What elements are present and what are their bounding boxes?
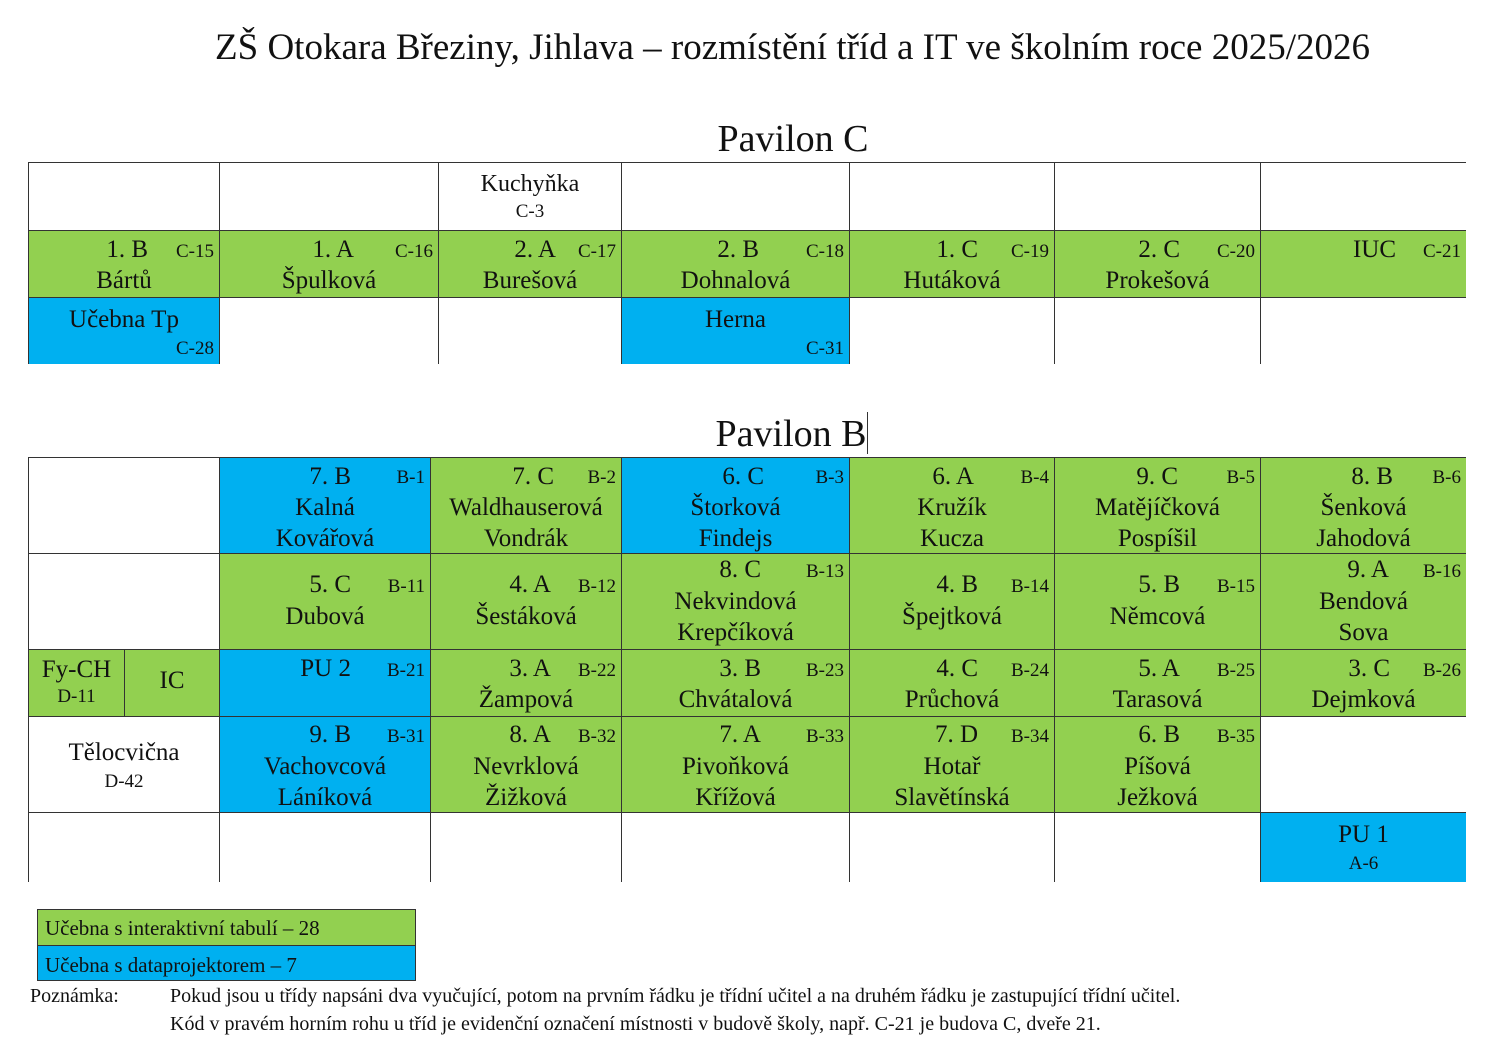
room-code: D-42	[104, 771, 144, 792]
room-empty	[1261, 717, 1466, 813]
deputy-teacher-name: Krepčíková	[677, 619, 794, 646]
room-empty	[622, 163, 850, 231]
room-code: C-28	[176, 338, 214, 359]
deputy-teacher-name: Findejs	[698, 525, 773, 552]
room-empty	[220, 813, 431, 882]
class-label: 6. B	[1138, 721, 1180, 748]
class-label: 5. B	[1138, 571, 1180, 598]
classroom-9c	[1055, 458, 1261, 554]
classroom-1b	[29, 231, 220, 298]
deputy-teacher-name: Vondrák	[483, 525, 569, 552]
classroom-4a	[431, 554, 622, 650]
page-title: ZŠ Otokara Březiny, Jihlava – rozmístění tříd a IT ve školním roce 2025/2026	[215, 27, 1370, 68]
deputy-teacher-name: Sova	[1338, 619, 1389, 646]
room-code: C-19	[1011, 241, 1049, 262]
room-empty	[220, 163, 439, 231]
room-code: B-21	[387, 660, 425, 681]
class-label: 6. C	[722, 463, 764, 490]
class-label: 5. C	[309, 571, 351, 598]
room-code: C-21	[1423, 241, 1461, 262]
classroom-7b	[220, 458, 431, 554]
classroom-3b	[622, 650, 850, 717]
teacher-name: Dejmková	[1311, 686, 1416, 713]
classroom-2b	[622, 231, 850, 298]
room-code: D-11	[57, 686, 96, 707]
room-pu1	[1261, 813, 1466, 882]
pavilon-c-heading: Pavilon C	[717, 118, 869, 160]
classroom-8c	[622, 554, 850, 650]
room-code: B-25	[1217, 660, 1255, 681]
class-label: 9. C	[1136, 463, 1178, 490]
class-label: 7. B	[309, 463, 351, 490]
pavilon-b-heading: Pavilon B	[715, 413, 867, 455]
room-label: IC	[159, 667, 185, 694]
pavilon-b-plan	[28, 457, 1466, 882]
deputy-teacher-name: Žižková	[485, 784, 567, 811]
room-empty	[1055, 813, 1261, 882]
class-label: 1. B	[106, 236, 148, 263]
class-label: 1. C	[936, 236, 978, 263]
class-label: 4. A	[509, 571, 551, 598]
class-label: 2. C	[1138, 236, 1180, 263]
room-code: B-34	[1011, 726, 1049, 747]
teacher-name: Prokešová	[1105, 267, 1210, 294]
room-telocvicna	[29, 717, 220, 813]
teacher-name: Píšová	[1124, 753, 1191, 780]
class-label: PU 2	[300, 655, 351, 682]
room-pu2	[220, 650, 431, 717]
classroom-8b	[1261, 458, 1466, 554]
room-code: B-32	[578, 726, 616, 747]
room-code: B-22	[578, 660, 616, 681]
teacher-name: Bártů	[96, 267, 152, 294]
room-code: B-13	[806, 561, 844, 582]
room-empty	[1261, 298, 1466, 364]
teacher-name: Matějíčková	[1095, 494, 1220, 521]
room-empty	[850, 163, 1055, 231]
class-label: 3. A	[509, 655, 551, 682]
teacher-name: Waldhauserová	[449, 494, 603, 521]
room-label: Herna	[704, 306, 767, 333]
classroom-1c	[850, 231, 1055, 298]
classroom-7c	[431, 458, 622, 554]
room-code: B-14	[1011, 576, 1049, 597]
room-empty	[29, 813, 220, 882]
class-label: 7. D	[934, 721, 978, 748]
room-label: Kuchyňka	[480, 171, 580, 197]
teacher-name: Šestáková	[475, 603, 577, 630]
room-code: B-26	[1423, 660, 1461, 681]
room-code: B-1	[396, 467, 425, 488]
teacher-name: Hutáková	[903, 267, 1001, 294]
room-ic	[125, 650, 220, 717]
teacher-name: Špejtková	[902, 603, 1002, 630]
room-empty	[29, 458, 220, 554]
room-empty	[29, 163, 220, 231]
class-label: 1. A	[312, 236, 354, 263]
teacher-name: Kalná	[295, 494, 355, 521]
classroom-5b	[1055, 554, 1261, 650]
class-label: 4. C	[936, 655, 978, 682]
classroom-8a	[431, 717, 622, 813]
classroom-6b	[1055, 717, 1261, 813]
legend-label: Učebna s interaktivní tabulí – 28	[45, 916, 320, 940]
classroom-6a	[850, 458, 1055, 554]
room-code: C-31	[806, 338, 844, 359]
room-code: B-11	[387, 576, 425, 597]
class-label: 8. B	[1351, 463, 1393, 490]
room-empty	[850, 298, 1055, 364]
teacher-name: Štorková	[690, 494, 781, 521]
classroom-5a	[1055, 650, 1261, 717]
deputy-teacher-name: Kucza	[920, 525, 984, 552]
class-label: 2. A	[514, 236, 556, 263]
class-label: 2. B	[717, 236, 759, 263]
room-code: B-3	[815, 467, 844, 488]
classroom-4c	[850, 650, 1055, 717]
legend-projector	[37, 945, 416, 981]
teacher-name: Kružík	[917, 494, 987, 521]
text-cursor	[867, 412, 868, 454]
teacher-name: Tarasová	[1112, 686, 1203, 713]
teacher-name: Bendová	[1319, 588, 1408, 615]
room-empty	[431, 813, 622, 882]
legend-interactive-whiteboard	[37, 909, 416, 946]
room-code: B-4	[1020, 467, 1049, 488]
classroom-3c	[1261, 650, 1466, 717]
room-ucebna-tp	[29, 298, 220, 364]
classroom-4b	[850, 554, 1055, 650]
room-empty	[1055, 163, 1261, 231]
room-empty	[439, 298, 622, 364]
class-label: 6. A	[932, 463, 974, 490]
teacher-name: Vachovcová	[263, 753, 387, 780]
deputy-teacher-name: Jahodová	[1316, 525, 1411, 552]
teacher-name: Žampová	[478, 686, 574, 713]
room-label: Učebna Tp	[69, 306, 179, 333]
teacher-name: Nekvindová	[674, 588, 797, 615]
class-label: 4. B	[936, 571, 978, 598]
room-code: C-17	[578, 241, 616, 262]
classroom-5c	[220, 554, 431, 650]
class-label: IUC	[1352, 236, 1396, 263]
classroom-9b	[220, 717, 431, 813]
room-code: B-31	[387, 726, 425, 747]
classroom-iuc	[1261, 231, 1466, 298]
classroom-9a	[1261, 554, 1466, 650]
classroom-2c	[1055, 231, 1261, 298]
teacher-name: Chvátalová	[678, 686, 793, 713]
class-label: 7. C	[512, 463, 554, 490]
teacher-name: Pivoňková	[682, 753, 789, 780]
class-label: 8. A	[509, 721, 551, 748]
teacher-name: Špulková	[281, 267, 377, 294]
class-label: 3. C	[1348, 655, 1390, 682]
room-code: B-6	[1432, 467, 1461, 488]
room-empty	[1055, 298, 1261, 364]
class-label: 3. B	[719, 655, 761, 682]
classroom-7d	[850, 717, 1055, 813]
room-label: Fy-CH	[41, 656, 112, 683]
class-label: 5. A	[1138, 655, 1180, 682]
classroom-6c	[622, 458, 850, 554]
deputy-teacher-name: Slavětínská	[894, 784, 1010, 811]
room-empty	[850, 813, 1055, 882]
teacher-name: Průchová	[904, 686, 1000, 713]
teacher-name: Dohnalová	[680, 267, 791, 294]
pavilon-c-plan	[28, 162, 1466, 364]
room-code: B-15	[1217, 576, 1255, 597]
deputy-teacher-name: Křížová	[695, 784, 776, 811]
legend-label: Učebna s dataprojektorem – 7	[45, 953, 297, 977]
room-kuchynka	[439, 163, 622, 231]
class-label: 9. B	[309, 721, 351, 748]
teacher-name: Šenková	[1320, 494, 1407, 521]
room-code: B-16	[1423, 561, 1461, 582]
note-line-2: Kód v pravém horním rohu u tříd je evidenční označení místnosti v budově školy, např. C-21 je budova C, dveře 21.	[170, 1013, 1101, 1035]
classroom-1a	[220, 231, 439, 298]
teacher-name: Hotař	[923, 753, 981, 780]
room-label: PU 1	[1338, 821, 1389, 848]
class-label: 8. C	[719, 556, 761, 583]
room-label: Tělocvična	[68, 739, 180, 766]
room-code: B-33	[806, 726, 844, 747]
room-empty	[29, 554, 220, 650]
deputy-teacher-name: Ježková	[1117, 784, 1198, 811]
classroom-3a	[431, 650, 622, 717]
room-code: C-20	[1217, 241, 1255, 262]
room-empty	[220, 298, 439, 364]
class-label: 9. A	[1347, 556, 1389, 583]
room-code: B-5	[1226, 467, 1255, 488]
teacher-name: Burešová	[482, 267, 578, 294]
room-code: B-12	[578, 576, 616, 597]
room-code: A-6	[1348, 853, 1379, 874]
room-code: B-24	[1011, 660, 1049, 681]
teacher-name: Dubová	[285, 603, 365, 630]
room-code: C-18	[806, 241, 844, 262]
class-label: 7. A	[719, 721, 761, 748]
room-code: C-3	[515, 201, 545, 222]
teacher-name: Nevrklová	[473, 753, 579, 780]
room-code: B-35	[1217, 726, 1255, 747]
note-line-1: Pokud jsou u třídy napsáni dva vyučující, potom na prvním řádku je třídní učitel a na druhém řádku je zastupující třídní učitel.	[170, 985, 1181, 1007]
room-herna	[622, 298, 850, 364]
note-label: Poznámka:	[30, 985, 119, 1007]
room-code: B-23	[806, 660, 844, 681]
deputy-teacher-name: Kovářová	[275, 525, 375, 552]
room-fy-ch	[29, 650, 125, 717]
deputy-teacher-name: Láníková	[277, 784, 373, 811]
classroom-2a	[439, 231, 622, 298]
room-code: C-15	[176, 241, 214, 262]
teacher-name: Němcová	[1109, 603, 1206, 630]
room-code: C-16	[395, 241, 433, 262]
classroom-7a	[622, 717, 850, 813]
room-empty	[1261, 163, 1466, 231]
room-empty	[622, 813, 850, 882]
room-code: B-2	[587, 467, 616, 488]
deputy-teacher-name: Pospíšil	[1117, 525, 1198, 552]
